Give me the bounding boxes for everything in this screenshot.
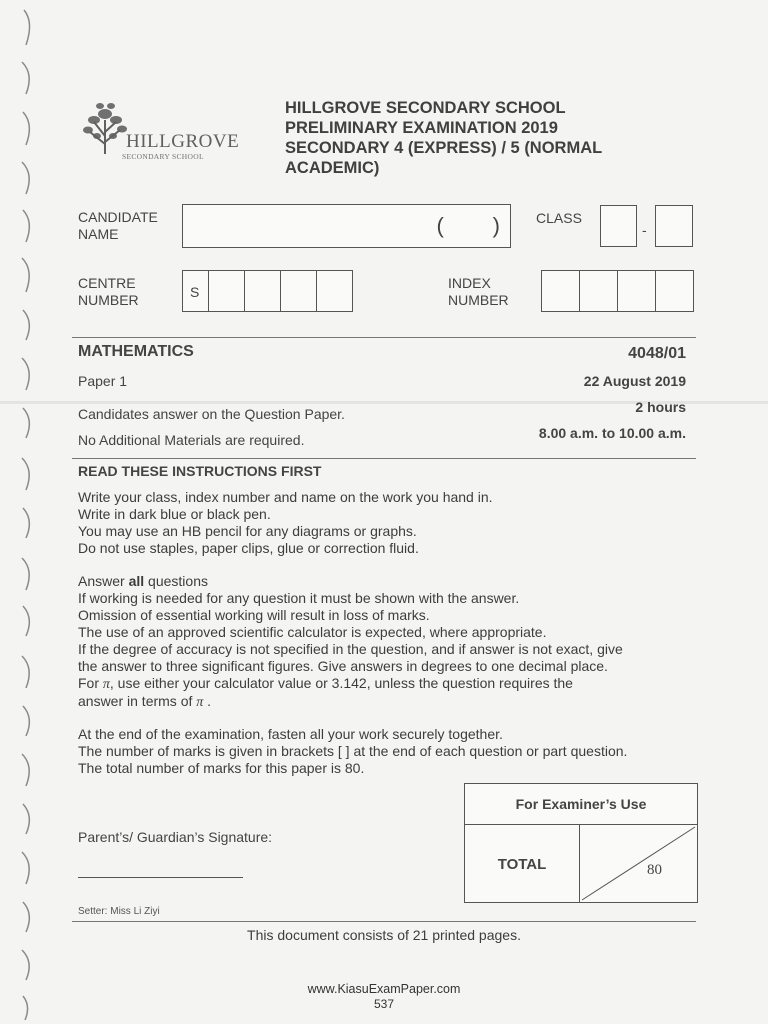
instruction-line: The number of marks is given in brackets [ ] at the end of each question or part question. <box>78 743 628 759</box>
divider-instructions <box>72 458 696 459</box>
divider-top <box>72 337 696 338</box>
instructions-heading: READ THESE INSTRUCTIONS FIRST <box>78 463 322 479</box>
paper-number: Paper 1 <box>78 373 128 389</box>
pi-prefix: For <box>78 675 103 691</box>
examiner-box <box>464 783 698 903</box>
note-question-paper: Candidates answer on the Question Paper. <box>78 406 345 422</box>
instruction-line: The total number of marks for this paper is 80. <box>78 760 365 776</box>
centre-cell-3[interactable] <box>280 270 317 312</box>
index-cell-4[interactable] <box>655 270 694 312</box>
centre-label-line-1: CENTRE <box>78 275 136 291</box>
exam-date: 22 August 2019 <box>583 373 686 389</box>
note-materials: No Additional Materials are required. <box>78 432 305 448</box>
school-header <box>285 98 602 178</box>
answer-suffix: questions <box>144 573 208 589</box>
duration: 2 hours <box>635 399 686 415</box>
pi-line-2 <box>78 693 623 711</box>
exam-title: PRELIMINARY EXAMINATION 2019 <box>285 119 558 137</box>
examiner-heading: For Examiner’s Use <box>515 796 647 812</box>
index-cell-1[interactable] <box>541 270 580 312</box>
candidate-name-label <box>78 209 158 243</box>
marks-diagonal <box>580 825 697 902</box>
centre-cell-4[interactable] <box>316 270 353 312</box>
answer-prefix: Answer <box>78 573 129 589</box>
class-label: CLASS <box>536 210 582 226</box>
pages-note: This document consists of 21 printed pages. <box>247 927 521 943</box>
instruction-line: Omission of essential working will result in loss of marks. <box>78 607 430 623</box>
school-name: HILLGROVE SECONDARY SCHOOL <box>285 99 566 117</box>
centre-cell-2[interactable] <box>244 270 281 312</box>
instruction-line: Write your class, index number and name on the work you hand in. <box>78 489 493 505</box>
instruction-line: Write in dark blue or black pen. <box>78 506 271 522</box>
candidate-label-line-1: CANDIDATE <box>78 209 158 225</box>
logo-text: HILLGROVE <box>126 131 240 152</box>
index-cell-3[interactable] <box>617 270 656 312</box>
divider-bottom <box>72 921 696 922</box>
binding-marks <box>14 0 44 1024</box>
signature-line[interactable] <box>78 877 243 878</box>
index-label-line-1: INDEX <box>448 275 491 291</box>
index-number-label <box>448 275 509 309</box>
tree-logo-icon <box>80 100 130 156</box>
instruction-line: You may use an HB pencil for any diagrams or graphs. <box>78 523 417 539</box>
candidate-label-line-2: NAME <box>78 226 119 242</box>
total-marks: 80 <box>647 862 662 878</box>
signature-label: Parent’s/ Guardian’s Signature: <box>78 829 273 845</box>
centre-number-label <box>78 275 139 309</box>
pi-line2-symbol: π <box>196 695 204 710</box>
answer-all-line <box>78 573 623 590</box>
instruction-line: If the degree of accuracy is not specified in the question, and if answer is not exact, give <box>78 641 623 657</box>
centre-cell-prefix <box>182 270 209 312</box>
paper-code: 4048/01 <box>628 345 686 362</box>
candidate-name-field[interactable] <box>182 204 511 248</box>
pi-suffix: , use either your calculator value or 3.142, unless the question requires the <box>109 675 573 691</box>
pi-line2-suffix: . <box>203 693 212 709</box>
pi-line-1 <box>78 675 623 693</box>
centre-prefix: S <box>190 284 200 300</box>
index-cell-2[interactable] <box>579 270 618 312</box>
register-number-bracket: ( ) <box>436 213 500 238</box>
footer-site: www.KiasuExamPaper.com <box>307 982 461 996</box>
class-dash: - <box>642 222 647 238</box>
total-label: TOTAL <box>497 856 547 873</box>
logo-subtext: SECONDARY SCHOOL <box>122 152 204 161</box>
instruction-line: At the end of the examination, fasten all your work securely together. <box>78 726 503 742</box>
instruction-line: the answer to three significant figures. Give answers in degrees to one decimal place. <box>78 658 608 674</box>
instruction-line: If working is needed for any question it must be shown with the answer. <box>78 590 520 606</box>
level-line-1: SECONDARY 4 (EXPRESS) / 5 (NORMAL <box>285 139 603 157</box>
instruction-block-1 <box>78 489 493 557</box>
index-label-line-2: NUMBER <box>448 292 509 308</box>
setter: Setter: Miss Li Ziyi <box>78 906 160 917</box>
instruction-line: The use of an approved scientific calculator is expected, where appropriate. <box>78 624 547 640</box>
answer-all-bold: all <box>128 573 145 589</box>
class-field-2[interactable] <box>655 205 693 247</box>
instruction-block-2 <box>78 573 623 711</box>
centre-label-line-2: NUMBER <box>78 292 139 308</box>
pi-line2-prefix: answer in terms of <box>78 693 197 709</box>
instruction-block-3 <box>78 726 627 777</box>
pi-symbol: π <box>102 677 110 692</box>
subject-title: MATHEMATICS <box>78 343 194 360</box>
exam-time: 8.00 a.m. to 10.00 a.m. <box>538 425 686 441</box>
footer-page-number: 537 <box>373 997 395 1011</box>
instruction-line: Do not use staples, paper clips, glue or correction fluid. <box>78 540 419 556</box>
centre-cell-1[interactable] <box>208 270 245 312</box>
level-line-2: ACADEMIC) <box>285 159 380 177</box>
class-field-1[interactable] <box>600 205 637 247</box>
